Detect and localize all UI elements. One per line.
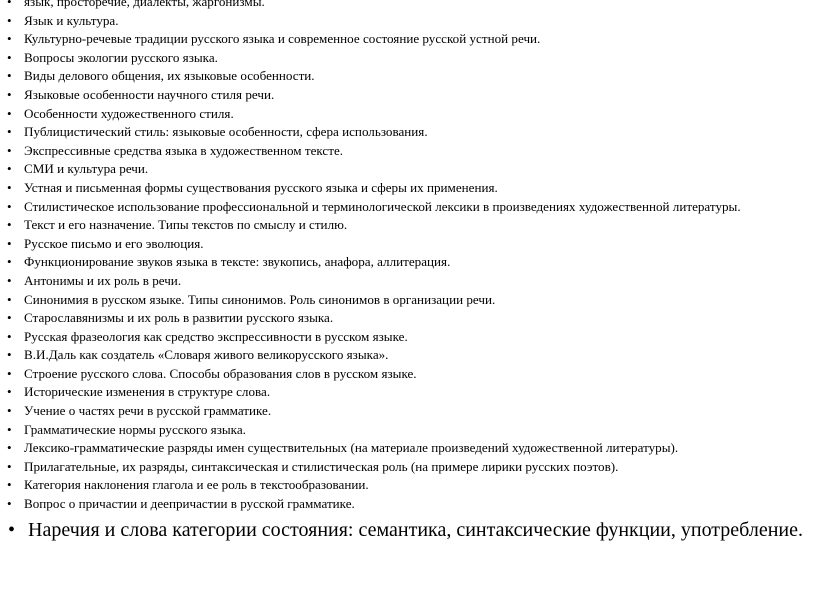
topic-text: язык, просторечие, диалекты, жаргонизмы. [24, 0, 265, 9]
bullet-icon: • [7, 235, 12, 251]
topic-text: Антонимы и их роль в речи. [24, 272, 182, 288]
list-item [0, 476, 816, 495]
list-item [0, 272, 816, 291]
bullet-icon: • [7, 254, 12, 270]
topic-text: Вопросы экологии русского языка. [24, 49, 218, 65]
bullet-icon: • [7, 403, 12, 419]
bullet-icon: • [7, 384, 12, 400]
topic-text: Грамматические нормы русского языка. [24, 421, 246, 437]
topic-text: Старославянизмы и их роль в развитии русского языка. [24, 310, 334, 326]
list-item-large [0, 517, 816, 544]
list-item [0, 0, 816, 12]
list-item [0, 365, 816, 384]
topic-text: Категория наклонения глагола и ее роль в текстообразовании. [24, 477, 369, 493]
topic-text: Синонимия в русском языке. Типы синонимов. Роль синонимов в организации речи. [24, 291, 496, 307]
topic-text: Устная и письменная формы существования русского языка и сферы их применения. [24, 179, 498, 195]
list-item [0, 421, 816, 440]
topic-text: Функционирование звуков языка в тексте: звукопись, анафора, аллитерация. [24, 254, 451, 270]
topic-text: Учение о частях речи в русской грамматике. [24, 403, 272, 419]
list-item [0, 30, 816, 49]
topic-text: Текст и его назначение. Типы текстов по смыслу и стилю. [24, 217, 348, 233]
list-item [0, 253, 816, 272]
list-item [0, 123, 816, 142]
list-item [0, 160, 816, 179]
topic-text: Вопрос о причастии и деепричастии в русской грамматике. [24, 496, 355, 512]
bullet-icon: • [7, 458, 12, 474]
topic-text: Наречия и слова категории состояния: семантика, синтаксические функции, употребление. [28, 518, 803, 541]
topic-text: Виды делового общения, их языковые особенности. [24, 68, 315, 84]
list-item [0, 105, 816, 124]
bullet-icon: • [7, 31, 12, 47]
bullet-icon: • [7, 49, 12, 65]
bullet-icon: • [7, 179, 12, 195]
list-item [0, 346, 816, 365]
list-item [0, 216, 816, 235]
topic-text: В.И.Даль как создатель «Словаря живого великорусского языка». [24, 347, 389, 363]
topic-text: Русская фразеология как средство экспрессивности в русском языке. [24, 328, 408, 344]
list-item [0, 495, 816, 514]
topic-text: Язык и культура. [24, 12, 119, 28]
bullet-icon: • [7, 365, 12, 381]
bullet-icon: • [7, 440, 12, 456]
bullet-icon: • [7, 328, 12, 344]
bullet-icon: • [8, 518, 16, 541]
bullet-icon: • [7, 310, 12, 326]
list-item [0, 179, 816, 198]
list-item [0, 86, 816, 105]
topic-text: Исторические изменения в структуре слова. [24, 384, 271, 400]
bullet-icon: • [7, 198, 12, 214]
bullet-icon: • [7, 142, 12, 158]
list-item [0, 198, 816, 217]
bullet-icon: • [7, 272, 12, 288]
bullet-icon: • [7, 496, 12, 512]
bullet-icon: • [7, 347, 12, 363]
list-item [0, 12, 816, 31]
list-item [0, 328, 816, 347]
bullet-icon: • [7, 477, 12, 493]
list-item [0, 291, 816, 310]
bullet-icon: • [7, 291, 12, 307]
list-item [0, 235, 816, 254]
topic-text: Стилистическое использование профессиональной и терминологической лексики в произведениях художественной литературы. [24, 198, 741, 214]
bullet-icon: • [7, 161, 12, 177]
list-item [0, 309, 816, 328]
topic-text: Строение русского слова. Способы образования слов в русском языке. [24, 365, 417, 381]
topic-text: Культурно-речевые традиции русского языка и современное состояние русской устной речи. [24, 31, 541, 47]
list-item [0, 142, 816, 161]
topic-text: Лексико-грамматические разряды имен существительных (на материале произведений художественной литературы). [24, 440, 679, 456]
list-item [0, 458, 816, 477]
list-item [0, 439, 816, 458]
bullet-icon: • [7, 0, 12, 9]
bullet-icon: • [7, 124, 12, 140]
bullet-icon: • [7, 86, 12, 102]
bullet-icon: • [7, 421, 12, 437]
list-item [0, 67, 816, 86]
topic-text: СМИ и культура речи. [24, 161, 149, 177]
topic-text: Русское письмо и его эволюция. [24, 235, 204, 251]
bullet-icon: • [7, 217, 12, 233]
list-item [0, 49, 816, 68]
topic-text: Языковые особенности научного стиля речи. [24, 86, 275, 102]
bullet-icon: • [7, 68, 12, 84]
topic-text: Особенности художественного стиля. [24, 105, 234, 121]
bullet-icon: • [7, 105, 12, 121]
topic-text: Экспрессивные средства языка в художественном тексте. [24, 142, 344, 158]
topic-text: Прилагательные, их разряды, синтаксическая и стилистическая роль (на примере лирики русских поэтов). [24, 458, 619, 474]
list-item [0, 383, 816, 402]
bullet-icon: • [7, 12, 12, 28]
list-item [0, 402, 816, 421]
topic-text: Публицистический стиль: языковые особенности, сфера использования. [24, 124, 428, 140]
